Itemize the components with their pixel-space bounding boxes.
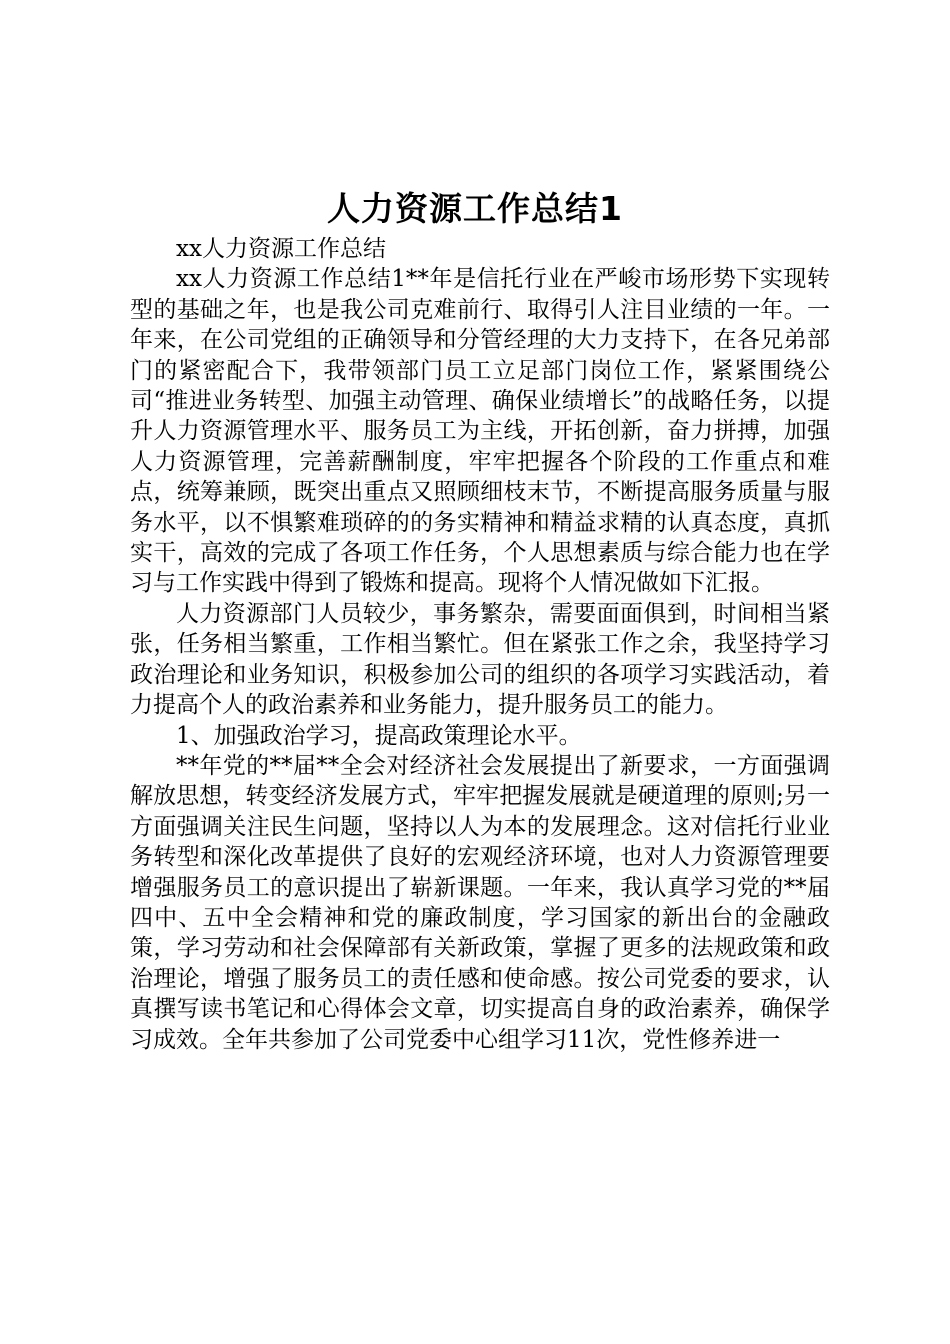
document-body (130, 234, 830, 1055)
political-study-paragraph: **年党的**届**全会对经济社会发展提出了新要求，一方面强调解放思想，转变经济发展方式，牢牢把握发展就是硬道理的原则;另一方面强调关注民生问题，坚持以人为本的发展理念。这对信托行业业务转型和深化改革提供了良好的宏观经济环境，也对人力资源管理要增强服务员工的意识提出了崭新课题。一年来，我认真学习党的**届四中、五中全会精神和党的廉政制度，学习国家的新出台的金融政策，学习劳动和社会保障部有关新政策，掌握了更多的法规政策和政治理论，增强了服务员工的责任感和使命感。按公司党委的要求，认真撰写读书笔记和心得体会文章，切实提高自身的政治素养，确保学习成效。全年共参加了公司党委中心组学习11次，党性修养进一 (130, 752, 830, 1053)
document-title: 人力资源工作总结1 (327, 189, 623, 228)
section-heading-1: 1、加强政治学习，提高政策理论水平。 (176, 722, 582, 749)
subtitle-paragraph: xx人力资源工作总结 (176, 236, 386, 262)
intro-paragraph: xx人力资源工作总结1**年是信托行业在严峻市场形势下实现转型的基础之年，也是我公司克难前行、取得引人注目业绩的一年。一年来，在公司党组的正确领导和分管经理的大力支持下，在各兄弟部门的紧密配合下，我带领部门员工立足部门岗位工作，紧紧围绕公司“推进业务转型、加强主动管理、确保业绩增长”的战略任务，以提升人力资源管理水平、服务员工为主线，开拓创新，奋力拼搏，加强人力资源管理，完善薪酬制度，牢牢把握各个阶段的工作重点和难点，统筹兼顾，既突出重点又照顾细枝末节，不断提高服务质量与服务水平，以不惧繁难琐碎的的务实精神和精益求精的认真态度，真抓实干，高效的完成了各项工作任务，个人思想素质与综合能力也在学习与工作实践中得到了锻炼和提高。现将个人情况做如下汇报。 (130, 266, 830, 597)
department-paragraph: 人力资源部门人员较少，事务繁杂，需要面面俱到，时间相当紧张，任务相当繁重，工作相当繁忙。但在紧张工作之余，我坚持学习政治理论和业务知识，积极参加公司的组织的各项学习实践活动，着力提高个人的政治素养和业务能力，提升服务员工的能力。 (130, 600, 830, 719)
